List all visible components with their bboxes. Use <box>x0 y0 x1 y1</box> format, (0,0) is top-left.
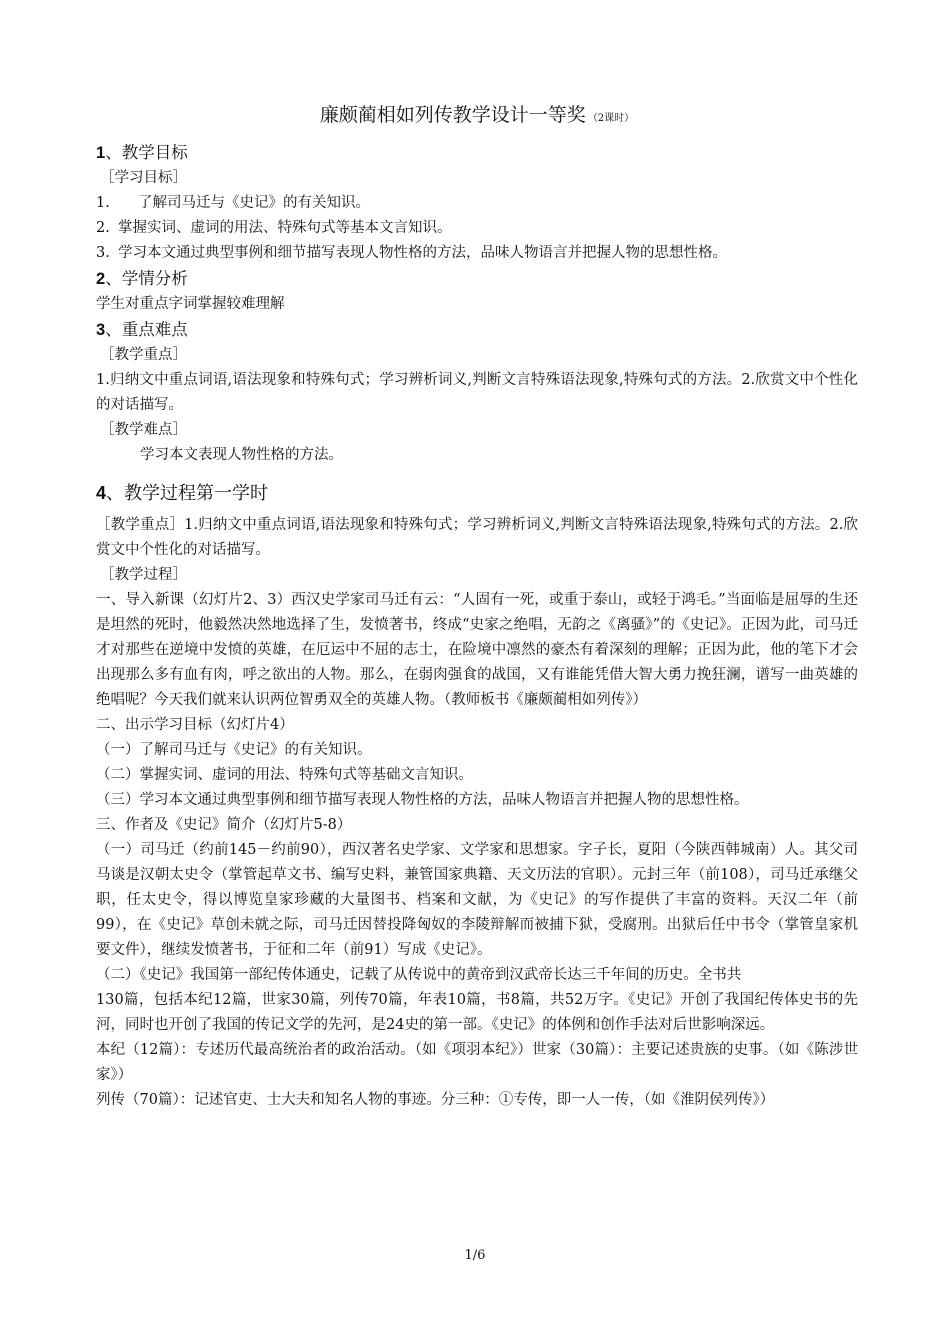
section-heading-goals: 1、教学目标 <box>96 143 188 162</box>
document-page <box>96 100 858 1113</box>
benji-paragraph: 本纪（12篇）：专述历代最高统治者的政治活动。（如《项羽本纪》）世家（30篇）：主要记述贵族的史事。（如《陈涉世家》） <box>96 1042 858 1083</box>
author-heading: 三、作者及《史记》简介（幻灯片5-8） <box>96 817 352 833</box>
process-label: ［教学过程］ <box>100 567 187 583</box>
title-text: 廉颇蔺相如列传教学设计一等奖 <box>319 104 586 126</box>
section-heading-analysis: 2、学情分析 <box>96 269 188 288</box>
author-paragraph: （一）司马迁（约前145－约前90），西汉著名史学家、文学家和思想家。字子长，夏阳（今陕西韩城南）人。其父司马谈是汉朝太史令（掌管起草文书、编写史料，兼管国家典籍、天文历法的官职）。元封三年（前108），司马迁承继父职，任太史令，得以博览皇家珍藏的大量图书、档案和文献，为《史记》的写作提供了丰富的资料。天汉二年（前99），在《史记》草创未就之际，司马迁因替投降匈奴的李陵辩解而被捕下狱，受腐刑。出狱后任中书令（掌管皇家机要文件），继续发愤著书，于征和二年（前91）写成《史记》。 <box>96 842 858 958</box>
goals2-item: （一）了解司马迁与《史记》的有关知识。 <box>96 742 372 758</box>
section-heading-process: 4、教学过程第一学时 <box>96 483 269 504</box>
goal-item: 3. 学习本文通过典型事例和细节描写表现人物性格的方法，品味人物语言并把握人物的思想性格。 <box>96 245 727 261</box>
goals2-heading: 二、出示学习目标（幻灯片4） <box>96 717 294 733</box>
key-label: ［教学重点］ <box>100 347 187 363</box>
process-key-text: ［教学重点］1.归纳文中重点词语,语法现象和特殊句式；学习辨析词义,判断文言特殊语法现象,特殊句式的方法。2.欣赏文中个性化的对话描写。 <box>96 517 858 558</box>
title-subtitle: （2课时） <box>587 113 635 124</box>
page-number: 1/6 <box>464 1248 486 1263</box>
goal-item: 2. 掌握实词、虚词的用法、特殊句式等基本文言知识。 <box>96 220 452 236</box>
intro-paragraph: 一、导入新课（幻灯片2、3）西汉史学家司马迁有云：“人固有一死，或重于泰山，或轻于鸿毛。”当面临是屈辱的生还是坦然的死时，他毅然决然地选择了生，发愤著书，终成“史家之绝唱，无韵之《离骚》”的《史记》。正因为此，司马迁才对那些在逆境中发愤的英雄，在厄运中不屈的志士，在险境中凛然的豪杰有着深刻的理解；正因为此，他的笔下才会出现那么多有血有肉，呼之欲出的人物。那么，在弱肉强食的战国，又有谁能凭借大智大勇力挽狂澜，谱写一曲英雄的绝唱呢？今天我们就来认识两位智勇双全的英雄人物。（教师板书《廉颇蔺相如列传》） <box>96 592 858 708</box>
difficulty-label: ［教学难点］ <box>100 422 187 438</box>
shiji-paragraph-a: （二）《史记》我国第一部纪传体通史，记载了从传说中的黄帝到汉武帝长达三千年间的历史。全书共 <box>96 967 742 983</box>
goal-item: 1. 了解司马迁与《史记》的有关知识。 <box>96 195 370 211</box>
goals2-item: （三）学习本文通过典型事例和细节描写表现人物性格的方法，品味人物语言并把握人物的思想性格。 <box>96 792 749 808</box>
shiji-paragraph-b: 130篇，包括本纪12篇，世家30篇，列传70篇，年表10篇，书8篇，共52万字。《史记》开创了我国纪传体史书的先河，同时也开创了我国的传记文学的先河，是24史的第一部。《史记》的体例和创作手法对后世影响深远。 <box>96 992 858 1033</box>
key-text: 1.归纳文中重点词语,语法现象和特殊句式；学习辨析词义,判断文言特殊语法现象,特殊句式的方法。2.欣赏文中个性化的对话描写。 <box>96 372 858 413</box>
section-heading-keypoints: 3、重点难点 <box>96 320 188 339</box>
liezhuan-paragraph: 列传（70篇）：记述官吏、士大夫和知名人物的事迹。分三种：①专传，即一人一传，（如《淮阴侯列传》） <box>96 1092 775 1108</box>
document-title <box>96 100 858 134</box>
difficulty-text: 学习本文表现人物性格的方法。 <box>140 447 343 463</box>
goals-label: ［学习目标］ <box>100 170 187 186</box>
goals2-item: （二）掌握实词、虚词的用法、特殊句式等基础文言知识。 <box>96 767 473 783</box>
analysis-text: 学生对重点字词掌握较难理解 <box>96 296 285 312</box>
